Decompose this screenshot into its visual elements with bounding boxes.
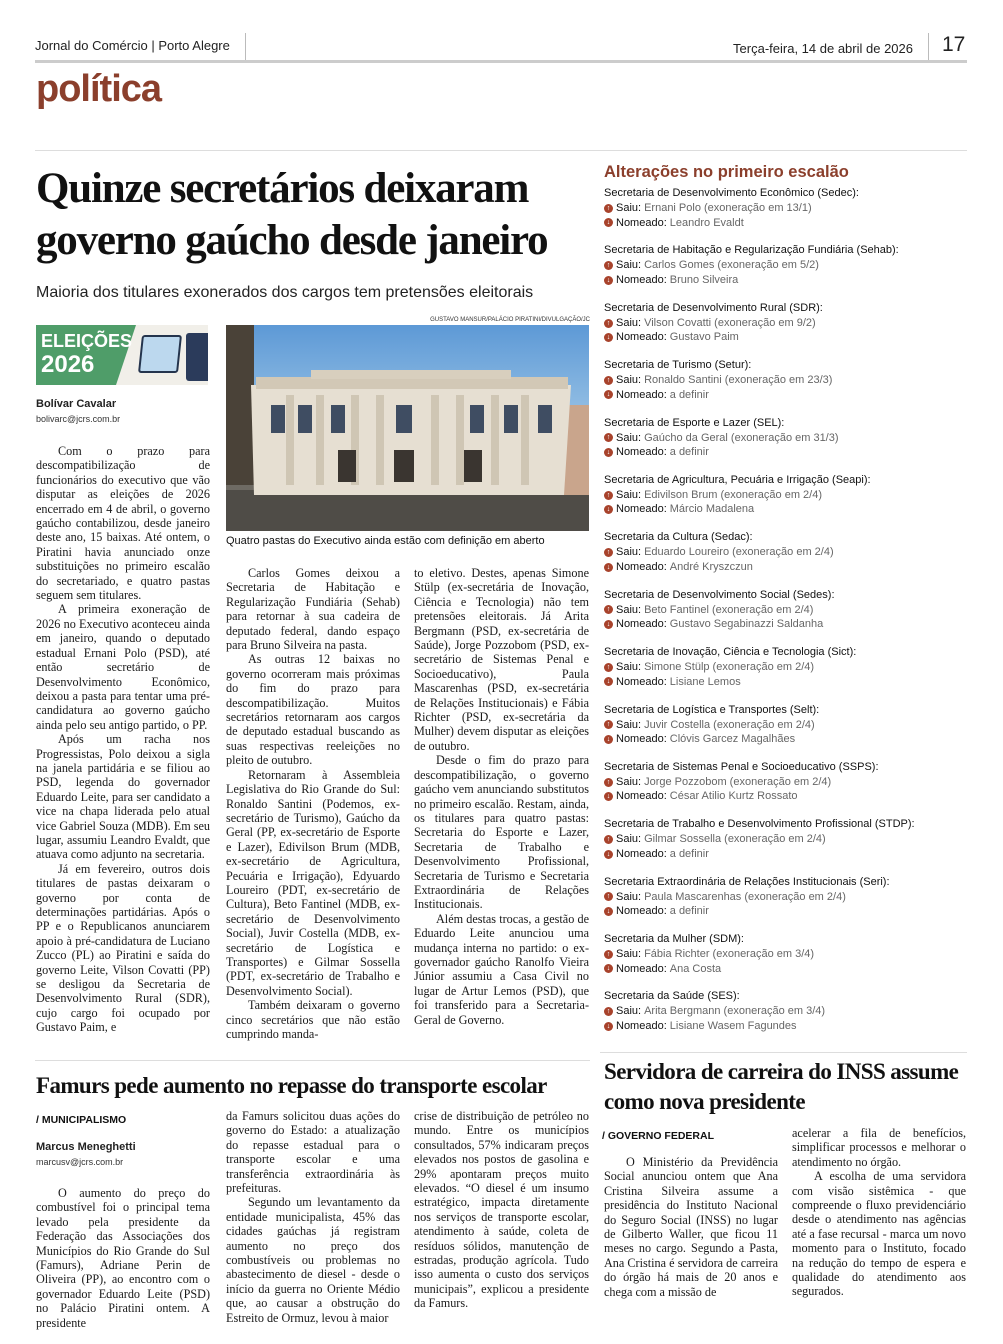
secretariat-name: Secretaria de Desenvolvimento Rural (SDR): <box>604 301 823 314</box>
departure-line <box>604 775 964 790</box>
arrow-down-circle-icon: ↓ <box>604 850 613 859</box>
line-value: Lisiane Wasem Fagundes <box>669 1019 797 1032</box>
line-value: Simone Stülp (exoneração em 2/4) <box>644 661 815 674</box>
badge-word: 2026 <box>41 351 95 378</box>
paragraph: As outras 12 baixas no governo ocorreram mais próximas do fim do prazo para descompatibilização. Muitos secretários retornaram aos cargos de deputado estadual buscando as suas respectivas reeleições no pleito de outubro. <box>226 652 400 768</box>
secretariat-entry <box>604 760 964 817</box>
appointment-line <box>604 560 964 575</box>
line-value: Lisiane Lemos <box>669 675 741 688</box>
line-label: Nomeado: <box>616 1019 667 1032</box>
departure-line <box>604 890 964 905</box>
line-label: Saiu: <box>616 833 642 846</box>
secretariat-name: Secretaria de Desenvolvimento Social (Sedes): <box>604 588 835 601</box>
arrow-up-circle-icon: ↑ <box>604 319 613 328</box>
departure-line <box>604 488 964 503</box>
secretariat-name: Secretaria de Sistemas Penal e Socioeducativo (SSPS): <box>604 760 879 773</box>
line-value: Ronaldo Santini (exoneração em 23/3) <box>644 374 833 387</box>
arrow-up-circle-icon: ↑ <box>604 1007 613 1016</box>
main-headline: Quinze secretários deixaram governo gaúcho desde janeiro <box>36 165 548 264</box>
arrow-up-circle-icon: ↑ <box>604 204 613 213</box>
building-illustration <box>226 325 589 531</box>
line-value: Leandro Evaldt <box>669 216 744 229</box>
paragraph: Também deixaram o governo cinco secretários que não estão cumprindo manda- <box>226 998 400 1041</box>
inss-col-1 <box>604 1155 778 1299</box>
line-label: Saiu: <box>616 431 642 444</box>
line-label: Nomeado: <box>616 618 667 631</box>
line-value: a definir <box>669 847 709 860</box>
line-value: Eduardo Loureiro (exoneração em 2/4) <box>644 546 834 559</box>
line-value: Bruno Silveira <box>669 273 739 286</box>
famurs-author-block <box>36 1141 136 1167</box>
line-label: Saiu: <box>616 948 642 961</box>
line-label: Nomeado: <box>616 216 667 229</box>
departure-line <box>604 1004 964 1019</box>
departure-line <box>604 832 964 847</box>
paragraph: to eletivo. Destes, apenas Simone Stülp (ex-secretária de Inovação, Ciência e Tecnologia) não tem pretensões eleitorais. Já Arita Bergmann (PSD, ex-secretária de Saúde), Jorge Pozzobom (PSD, ex-secretário de Sistemas Penal e Socioeducativo), Paula Mascarenhas (PSD, ex-secretária de Relações Institucionais) e Fábia Richter (PSD, ex-secretária da Mulher) devem disputar as eleições de outubro. <box>414 566 589 753</box>
section-title: política <box>36 68 162 110</box>
line-label: Nomeado: <box>616 790 667 803</box>
paragraph: Com o prazo para descompatibilização de funcionários do executivo que vão disputar as eleições de 2026 encerrado em 4 de abril, o governo gaúcho contabilizou, desde janeiro deste ano, 15 baixas. Até ontem, o Piratini havia anunciado onze substituições no primeiro escalão do secretariado, e quatro pastas seguem sem titulares. <box>36 444 210 603</box>
issue-date: Terça-feira, 14 de abril de 2026 <box>733 41 913 56</box>
secretariat-name: Secretaria de Logística e Transportes (Selt): <box>604 703 820 716</box>
line-value: Ana Costa <box>669 962 722 975</box>
photo-credit: GUSTAVO MANSUR/PALÁCIO PIRATINI/DIVULGAÇÃO/JC <box>430 317 590 323</box>
line-value: Gustavo Paim <box>669 331 739 344</box>
line-label: Nomeado: <box>616 962 667 975</box>
arrow-down-circle-icon: ↓ <box>604 735 613 744</box>
voting-machine-keypad-icon <box>186 333 208 381</box>
inss-kicker: / GOVERNO FEDERAL <box>602 1130 715 1142</box>
appointment-line <box>604 847 964 862</box>
departure-line <box>604 545 964 560</box>
arrow-up-circle-icon: ↑ <box>604 433 613 442</box>
line-value: a definir <box>669 905 709 918</box>
line-label: Nomeado: <box>616 560 667 573</box>
arrow-up-circle-icon: ↑ <box>604 605 613 614</box>
departure-line <box>604 316 964 331</box>
arrow-down-circle-icon: ↓ <box>604 907 613 916</box>
appointment-line <box>604 445 964 460</box>
line-value: André Kryszczun <box>669 560 753 573</box>
line-value: a definir <box>669 446 709 459</box>
arrow-down-circle-icon: ↓ <box>604 620 613 629</box>
arrow-up-circle-icon: ↑ <box>604 778 613 787</box>
arrow-up-circle-icon: ↑ <box>604 720 613 729</box>
secretariat-entry <box>604 588 964 645</box>
appointment-line <box>604 962 964 977</box>
author-name: Bolívar Cavalar <box>36 398 117 410</box>
line-label: Saiu: <box>616 775 642 788</box>
line-label: Saiu: <box>616 546 642 559</box>
secretariat-entry <box>604 530 964 587</box>
departure-line <box>604 431 964 446</box>
secretariat-changes-list <box>604 186 964 1047</box>
paragraph: Já em fevereiro, outros dois titulares de pastas deixaram o governo por conta de determinações partidárias. Após o PP e o Republicanos anunciarem apoio à pré-candidatura de Luciano Zucco (PL) ao Piratini e saída do governo Leite, Vilson Covatti (PP) se desligou da Secretaria de Desenvolvimento Rural (SDR), cujo cargo foi ocupado por Gustavo Paim, e <box>36 861 210 1035</box>
arrow-down-circle-icon: ↓ <box>604 390 613 399</box>
arrow-down-circle-icon: ↓ <box>604 505 613 514</box>
line-label: Nomeado: <box>616 273 667 286</box>
secretariat-entry <box>604 932 964 989</box>
secretariat-entry <box>604 358 964 415</box>
line-value: Gaúcho da Geral (exoneração em 31/3) <box>644 431 839 444</box>
line-value: Edivilson Brum (exoneração em 2/4) <box>644 488 822 501</box>
arrow-down-circle-icon: ↓ <box>604 276 613 285</box>
photo-caption: Quatro pastas do Executivo ainda estão com definição em aberto <box>226 535 545 547</box>
line-label: Nomeado: <box>616 388 667 401</box>
departure-line <box>604 718 964 733</box>
line-value: a definir <box>669 388 709 401</box>
arrow-up-circle-icon: ↑ <box>604 663 613 672</box>
line-value: Arita Bergmann (exoneração em 3/4) <box>644 1005 826 1018</box>
line-label: Saiu: <box>616 259 642 272</box>
arrow-down-circle-icon: ↓ <box>604 333 613 342</box>
appointment-line <box>604 388 964 403</box>
line-label: Nomeado: <box>616 331 667 344</box>
secretariat-entry <box>604 186 964 243</box>
secretariat-entry <box>604 243 964 300</box>
paragraph: crise de distribuição de petróleo no mundo. Entre os municípios consultados, 57% indicaram preços elevados nos postos de gasolina e 29% apontaram preços muito elevados. “O diesel é um insumo estratégico, impacta diretamente nos serviços de transporte escolar, atendimento à saúde, coleta de resíduos sólidos, manutenção de estradas, produção agrícola. Tudo isso aumenta o custo dos serviços municipais”, explicou a presidente da Famurs. <box>414 1109 589 1311</box>
header-rule <box>35 60 967 63</box>
arrow-up-circle-icon: ↑ <box>604 548 613 557</box>
line-label: Nomeado: <box>616 675 667 688</box>
paragraph: A escolha de uma servidora com visão sistêmica - que compreende o fluxo previdenciário desde o atendimento nas agências até a fase recursal - marca um novo momento para o Instituto, focado na redução do tempo de espera e qualidade do atendimento aos segurados. <box>792 1169 966 1299</box>
paragraph: Retornaram à Assembleia Legislativa do Rio Grande do Sul: Ronaldo Santini (Podemos, ex-secretário de Turismo), Gaúcho da Geral (PP, ex-secretário de Esporte e Lazer), Edivilson Brum (MDB, ex-secretário de Agricultura, Pecuária e Irrigação), Edyuardo Loureiro (PDT, ex-secretário de Cultura), Beto Fantinel (MDB, ex-secretário de Desenvolvimento Social), Juvir Costella (MDB, ex-secretário de Logística e Transportes) e Gilmar Sossella (PDT, ex-secretário de Trabalho e Desenvolvimento Social). <box>226 767 400 998</box>
line-label: Saiu: <box>616 661 642 674</box>
secretariat-name: Secretaria de Agricultura, Pecuária e Irrigação (Seapi): <box>604 473 871 486</box>
departure-line <box>604 660 964 675</box>
line-label: Nomeado: <box>616 847 667 860</box>
badge-word: ELEIÇÕES <box>41 331 133 351</box>
main-col-2 <box>226 566 400 1041</box>
secretariat-name: Secretaria da Saúde (SES): <box>604 990 740 1003</box>
appointment-line <box>604 216 964 231</box>
secretariat-name: Secretaria de Turismo (Setur): <box>604 359 752 372</box>
paragraph: da Famurs solicitou duas ações do governo do Estado: a atualização do repasse estadual para o transporte escolar e uma transferência extraordinária às prefeituras. <box>226 1109 400 1196</box>
paragraph: A primeira exoneração de 2026 no Executivo aconteceu ainda em janeiro, quando o deputado estadual Ernani Polo (PSD), até então secretário de Desenvolvimento Econômico, deixou a pasta para tentar uma pré-candidatura ao governo gaúcho ainda pelo seu antigo partido, o PP. <box>36 602 210 732</box>
secretariat-entry <box>604 703 964 760</box>
sidebar-title: Alterações no primeiro escalão <box>604 163 849 181</box>
secretariat-entry <box>604 817 964 874</box>
article-divider <box>35 1060 590 1061</box>
famurs-kicker: / MUNICIPALISMO <box>36 1114 127 1126</box>
appointment-line <box>604 273 964 288</box>
famurs-col-2 <box>226 1109 400 1325</box>
line-value: Gilmar Sossella (exoneração em 2/4) <box>644 833 826 846</box>
secretariat-name: Secretaria de Esporte e Lazer (SEL): <box>604 416 785 429</box>
line-value: Paula Mascarenhas (exoneração em 2/4) <box>644 890 846 903</box>
secretariat-entry <box>604 645 964 702</box>
famurs-col-3 <box>414 1109 589 1311</box>
line-label: Saiu: <box>616 374 642 387</box>
line-label: Saiu: <box>616 488 642 501</box>
inss-col-2 <box>792 1126 966 1299</box>
arrow-down-circle-icon: ↓ <box>604 563 613 572</box>
arrow-up-circle-icon: ↑ <box>604 261 613 270</box>
secretariat-name: Secretaria de Desenvolvimento Econômico (Sedec): <box>604 187 859 199</box>
line-value: Márcio Madalena <box>669 503 755 516</box>
secretariat-name: Secretaria Extraordinária de Relações Institucionais (Seri): <box>604 875 890 888</box>
departure-line <box>604 258 964 273</box>
line-value: Beto Fantinel (exoneração em 2/4) <box>644 603 814 616</box>
arrow-up-circle-icon: ↑ <box>604 491 613 500</box>
appointment-line <box>604 904 964 919</box>
arrow-down-circle-icon: ↓ <box>604 792 613 801</box>
paragraph: Após um racha nos Progressistas, Polo deixou a sigla na janela partidária e se filiou ao PSD, legenda do governador Eduardo Leite, para ser candidato a vice na chapa liderada pelo atual vice Gabriel Souza (MDB). Em seu lugar, assumiu Leandro Evaldt, que atuava como adjunto na secretaria. <box>36 732 210 862</box>
author-email[interactable]: bolivarc@jcrs.com.br <box>36 414 121 424</box>
secretariat-name: Secretaria da Mulher (SDM): <box>604 933 744 946</box>
secretariat-name: Secretaria de Trabalho e Desenvolvimento Profissional (STDP): <box>604 818 915 831</box>
famurs-col-1 <box>36 1186 210 1330</box>
publication-name: Jornal do Comércio | Porto Alegre <box>35 38 230 53</box>
line-value: Ernani Polo (exoneração em 13/1) <box>644 202 812 214</box>
line-label: Saiu: <box>616 603 642 616</box>
page-number: 17 <box>942 33 966 56</box>
line-value: César Atilio Kurtz Rossato <box>669 790 798 803</box>
appointment-line <box>604 1019 964 1034</box>
arrow-down-circle-icon: ↓ <box>604 218 613 227</box>
line-label: Saiu: <box>616 316 642 329</box>
arrow-down-circle-icon: ↓ <box>604 1022 613 1031</box>
line-value: Carlos Gomes (exoneração em 5/2) <box>644 259 819 272</box>
line-label: Nomeado: <box>616 733 667 746</box>
main-deck: Maioria dos titulares exonerados dos cargos tem pretensões eleitorais <box>36 284 534 301</box>
line-value: Vilson Covatti (exoneração em 9/2) <box>644 316 816 329</box>
paragraph: Segundo um levantamento da entidade municipalista, 45% das cidades gaúchas já registram aumento no preço dos combustíveis ou problemas no abastecimento de diesel - desde o início da guerra no Oriente Médio que, ao causar a obstrução do Estreito de Ormuz, levou à maior <box>226 1195 400 1325</box>
appointment-line <box>604 502 964 517</box>
line-label: Nomeado: <box>616 446 667 459</box>
header-divider <box>928 33 929 61</box>
departure-line <box>604 947 964 962</box>
departure-line <box>604 603 964 618</box>
line-label: Saiu: <box>616 890 642 903</box>
arrow-up-circle-icon: ↑ <box>604 376 613 385</box>
voting-machine-screen-icon <box>138 335 182 373</box>
arrow-down-circle-icon: ↓ <box>604 448 613 457</box>
appointment-line <box>604 789 964 804</box>
main-col-1 <box>36 444 210 1035</box>
secretariat-entry <box>604 416 964 473</box>
main-col-3 <box>414 566 589 1027</box>
author-name: Marcus Meneghetti <box>36 1141 136 1153</box>
secretariat-entry <box>604 989 964 1046</box>
inss-headline: Servidora de carreira do INSS assume como nova presidente <box>604 1059 959 1114</box>
secretariat-name: Secretaria da Cultura (Sedac): <box>604 531 753 544</box>
paragraph: acelerar a fila de benefícios, simplificar processos e melhorar o atendimento no órgão. <box>792 1126 966 1169</box>
line-value: Clóvis Garcez Magalhães <box>669 733 796 746</box>
appointment-line <box>604 675 964 690</box>
palacio-piratini-photo <box>226 325 589 531</box>
secretariat-entry <box>604 301 964 358</box>
secretariat-name: Secretaria de Inovação, Ciência e Tecnologia (Sict): <box>604 646 857 659</box>
paragraph: Carlos Gomes deixou a Secretaria de Habitação e Regularização Fundiária (Sehab) para retornar à sua cadeira de deputado federal, dando espaço para Bruno Silveira na pasta. <box>226 566 400 653</box>
paragraph: O Ministério da Previdência Social anunciou ontem que Ana Cristina Silveira assume a presidência do Instituto Nacional do Seguro Social (INSS) no lugar de Gilberto Waller, que ficou 11 meses no cargo. Segundo a Pasta, Ana Cristina é servidora de carreira do órgão há mais de 20 anos e chega com a missão de <box>604 1155 778 1299</box>
arrow-down-circle-icon: ↓ <box>604 964 613 973</box>
badge-label <box>41 330 132 376</box>
main-author-block <box>36 398 120 424</box>
line-value: Gustavo Segabinazzi Saldanha <box>669 618 824 631</box>
author-email[interactable]: marcusv@jcrs.com.br <box>36 1157 124 1167</box>
line-value: Fábia Richter (exoneração em 3/4) <box>644 948 815 961</box>
paragraph: Desde o fim do prazo para descompatibilização, o governo gaúcho vem anunciando substitutos no primeiro escalão. Restam, ainda, os titulares para quatro pastas: Secretaria do Esporte e Lazer, Secretaria de Trabalho e Desenvolvimento Profissional, Secretaria de Turismo e Secretaria Extraordinária de Relações Institucionais. <box>414 753 589 912</box>
line-value: Jorge Pozzobom (exoneração em 2/4) <box>644 775 832 788</box>
line-value: Juvir Costella (exoneração em 2/4) <box>644 718 815 731</box>
line-label: Nomeado: <box>616 905 667 918</box>
line-label: Nomeado: <box>616 503 667 516</box>
secretariat-name: Secretaria de Habitação e Regularização Fundiária (Sehab): <box>604 244 899 257</box>
line-label: Saiu: <box>616 1005 642 1018</box>
arrow-up-circle-icon: ↑ <box>604 892 613 901</box>
paragraph: O aumento do preço do combustível foi o principal tema levado pela presidente da Federação das Associações dos Municípios do Rio Grande do Sul (Famurs), Adriane Perin de Oliveira (PP), ao encontro com o governador Eduardo Leite (PSD) no Palácio Piratini ontem. A presidente <box>36 1186 210 1330</box>
secretariat-entry <box>604 875 964 932</box>
famurs-headline: Famurs pede aumento no repasse do transporte escolar <box>36 1073 547 1098</box>
departure-line <box>604 201 964 216</box>
line-label: Saiu: <box>616 718 642 731</box>
appointment-line <box>604 732 964 747</box>
appointment-line <box>604 617 964 632</box>
section-rule <box>35 150 967 151</box>
header-divider <box>245 33 246 61</box>
arrow-up-circle-icon: ↑ <box>604 950 613 959</box>
line-label: Saiu: <box>616 202 642 214</box>
paragraph: Além destas trocas, a gestão de Eduardo Leite anunciou uma mudança interna no partido: o ex-governador gaúcho Ranolfo Vieira Júnior assumiu a Casa Civil no lugar de Artur Lemos (PSD), que foi transferido para a Secretaria-Geral de Governo. <box>414 911 589 1027</box>
departure-line <box>604 373 964 388</box>
article-divider <box>600 1052 967 1053</box>
appointment-line <box>604 330 964 345</box>
secretariat-entry <box>604 473 964 530</box>
elections-badge <box>36 325 208 385</box>
arrow-up-circle-icon: ↑ <box>604 835 613 844</box>
arrow-down-circle-icon: ↓ <box>604 677 613 686</box>
